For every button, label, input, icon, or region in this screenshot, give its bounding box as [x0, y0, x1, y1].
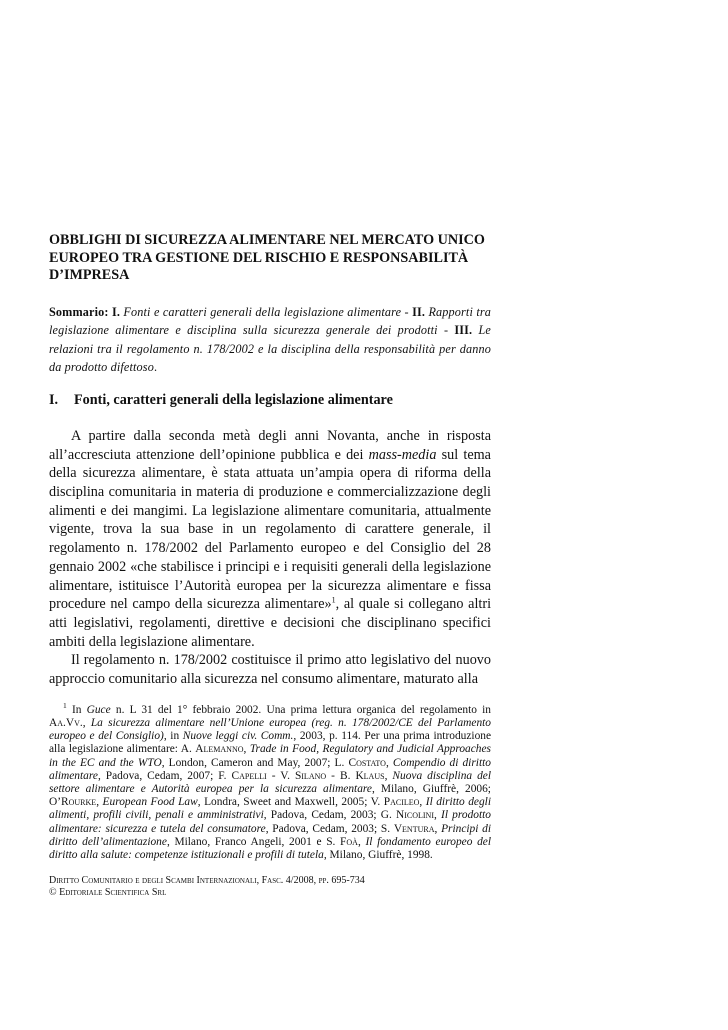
- fn-s4: Aa.Vv.: [49, 716, 83, 729]
- fn-s6: La sicurezza alimentare nell’Unione europea (reg. n. 178/2002/CE del Parlamento europeo e del Consiglio): [49, 716, 492, 743]
- fn-s37: , Padova, Cedam, 2003; S.: [265, 822, 394, 835]
- paragraph-1: [49, 427, 491, 651]
- fn-s10: Alemanno: [195, 743, 244, 756]
- summary: [49, 303, 491, 377]
- summary-item-3-text: Le relazioni tra il regolamento n. 178/2002 e la disciplina della responsabilità per danno da prodotto difettoso: [49, 323, 491, 375]
- fn-s17: , Padova, Cedam, 2007; F.: [97, 769, 232, 782]
- journal-citation: Diritto Comunitario e degli Scambi Internazionali, Fasc. 4/2008, pp. 695-734: [49, 875, 365, 887]
- fn-s36: Il prodotto alimentare: sicurezza e tutela del consumatore: [49, 809, 491, 835]
- body-text: [49, 427, 491, 689]
- footnote-1: [49, 700, 492, 862]
- fn-s20: Silano: [294, 769, 327, 782]
- journal-footer: [49, 875, 491, 899]
- fn-s14: Costato: [348, 756, 386, 769]
- fn-s40: Principi di diritto dell’alimentazione: [49, 822, 491, 848]
- fn-s12: Trade in Food, Regulatory and Judicial Approaches in the EC and the WTO: [49, 743, 491, 769]
- fn-s27: ,: [96, 796, 103, 809]
- fn-s16: Compendio di diritto alimentare: [49, 756, 491, 782]
- summary-end: .: [153, 360, 158, 375]
- fn-s29: , Londra, Sweet and Maxwell, 2005; V.: [197, 796, 384, 809]
- paragraph-1-part-c: , al quale si collegano altri atti legislativi, regolamenti, direttive e decisioni che disciplinano specifici ambiti della legislazione alimentare.: [49, 596, 492, 650]
- summary-label: Sommario:: [49, 304, 109, 319]
- publisher-copyright: © Editoriale Scientifica Srl: [49, 887, 167, 899]
- fn-s9: , 2003, p. 114. Per una prima introduzione alla legislazione alimentare: A.: [49, 730, 492, 756]
- fn-s2: Guce: [86, 703, 111, 716]
- footnotes: [49, 700, 492, 862]
- fn-s18: Capelli: [231, 769, 267, 782]
- fn-s5: ,: [82, 716, 91, 729]
- fn-s8: Nuove leggi civ. Comm.: [182, 730, 294, 743]
- fn-s11: ,: [243, 743, 250, 756]
- footnote-number: 1: [63, 700, 67, 710]
- fn-s31: ,: [419, 796, 426, 809]
- footnote-ref-1[interactable]: 1: [331, 595, 336, 605]
- fn-s21: - B.: [326, 769, 356, 782]
- fn-s35: ,: [434, 809, 442, 822]
- section-number: I.: [49, 391, 59, 408]
- fn-s1: In: [71, 703, 87, 716]
- fn-s26: Rourke: [61, 796, 97, 809]
- fn-s24: Nuova disciplina del settore alimentare e Autorità europea per la sicurezza alimentare: [49, 769, 492, 795]
- article-page: [49, 232, 491, 899]
- title-line-2: EUROPEO TRA GESTIONE DEL RISCHIO E RESPONSABILITÀ: [49, 249, 469, 266]
- title-line-3: D’IMPRESA: [49, 267, 130, 283]
- paragraph-2: Il regolamento n. 178/2002 costituisce il primo atto legislativo del nuovo approccio comunitario alla sicurezza nel consumo alimentare, maturato alla: [49, 652, 491, 688]
- fn-s3: n. L 31 del 1° febbraio 2002. Una prima lettura organica del regolamento in: [110, 703, 491, 716]
- fn-s44: Il fondamento europeo del diritto alla salute: competenze istituzionali e profili di tutela: [49, 835, 492, 861]
- summary-item-1-text: Fonti e caratteri generali della legislazione alimentare: [123, 304, 402, 319]
- section-title: Fonti, caratteri generali della legislazione alimentare: [74, 391, 393, 408]
- fn-s33: , Padova, Cedam, 2003; G.: [263, 809, 396, 822]
- fn-s45: , Milano, Giuffrè, 1998.: [323, 848, 433, 861]
- fn-s23: ,: [384, 769, 393, 782]
- summary-item-1-num: I.: [111, 304, 121, 319]
- fn-s7: , in: [163, 730, 183, 743]
- article-title: [49, 232, 491, 285]
- fn-s28: European Food Law: [102, 796, 198, 809]
- summary-item-2-text: Rapporti tra legislazione alimentare e disciplina sulla sicurezza generale dei prodotti: [49, 304, 492, 338]
- fn-s22: Klaus: [355, 769, 385, 782]
- fn-s34: Nicolini: [396, 809, 434, 822]
- section-heading: [49, 391, 491, 409]
- paragraph-1-part-b: sul tema della sicurezza alimentare, è stata attuata un’ampia opera di riforma della disciplina comunitaria in materia di produzione e commercializzazione degli alimenti e dei mangimi. La legislazione alimentare comunitaria, attualmente vigente, trova la sua base in un regolamento di carattere generale, il regolamento n. 178/2002 del Parlamento europeo e del Consiglio del 28 gennaio 2002 «che stabilisce i principi e i requisiti generali della legislazione alimentare, istituisce l’Autorità europea per la sicurezza alimentare e fissa procedure nel campo della sicurezza alimentare»: [49, 446, 491, 613]
- fn-s43: ,: [357, 835, 366, 848]
- fn-s13: , London, Cameron and May, 2007; L.: [161, 756, 349, 769]
- fn-s38: Ventura: [393, 822, 435, 835]
- summary-separator-1: -: [401, 304, 413, 319]
- summary-item-3-num: III.: [454, 323, 473, 338]
- fn-s25: , Milano, Giuffrè, 2006; O’: [49, 782, 491, 809]
- title-line-1: OBBLIGHI DI SICUREZZA ALIMENTARE NEL MERCATO UNICO: [49, 232, 485, 248]
- fn-s15: ,: [385, 756, 393, 769]
- fn-s41: , Milano, Franco Angeli, 2001 e S.: [166, 835, 341, 848]
- summary-item-2-num: II.: [412, 304, 426, 319]
- paragraph-1-emphasis: mass-media: [368, 446, 437, 463]
- fn-s42: Foà: [340, 835, 358, 848]
- fn-s19: - V.: [266, 769, 295, 782]
- fn-s30: Pacileo: [383, 796, 420, 809]
- paragraph-1-part-a: A partire dalla seconda metà degli anni Novanta, anche in risposta all’accresciuta attenzione dell’opinione pubblica e dei: [49, 427, 491, 463]
- fn-s32: Il diritto degli alimenti, profili civili, penali e amministrativi: [49, 796, 491, 822]
- summary-separator-2: -: [437, 323, 455, 338]
- fn-s39: ,: [434, 822, 442, 835]
